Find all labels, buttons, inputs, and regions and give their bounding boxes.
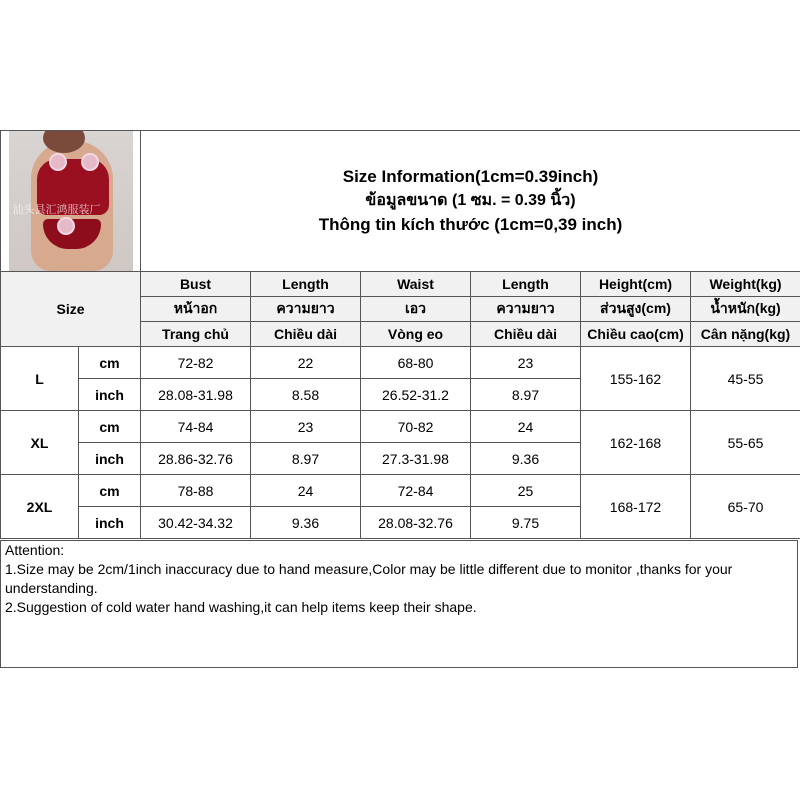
col-header-th: ส่วนสูง(cm) [581,297,691,322]
table-row [1,475,800,507]
table-cell: 24 [471,411,581,443]
table-cell: 9.75 [471,507,581,539]
table-cell: 22 [251,347,361,379]
table-cell: 27.3-31.98 [361,443,471,475]
height-cell: 155-162 [581,347,691,411]
table-cell: 25 [471,475,581,507]
height-cell: 162-168 [581,411,691,475]
col-header-th: น้ำหนัก(kg) [691,297,800,322]
table-cell: 9.36 [251,507,361,539]
product-photo [9,131,133,271]
title-thai: ข้อมูลขนาด (1 ซม. = 0.39 นิ้ว) [365,192,576,209]
height-cell: 168-172 [581,475,691,539]
col-header-vi: Trang chủ [141,322,251,347]
table-cell: 8.58 [251,379,361,411]
col-header-th: ความยาว [251,297,361,322]
title-cell [141,131,800,272]
attention-heading: Attention: [5,542,65,558]
table-cell: 23 [251,411,361,443]
col-header-en: Bust [141,272,251,297]
table-cell: 68-80 [361,347,471,379]
title-vietnamese: Thông tin kích thước (1cm=0,39 inch) [318,215,623,234]
col-header-vi: Chiều dài [471,322,581,347]
size-label: L [1,347,79,411]
table-cell: 74-84 [141,411,251,443]
size-header: Size [1,272,141,347]
table-cell: 78-88 [141,475,251,507]
attention-note: 2.Suggestion of cold water hand washing,it can help items keep their shape. [5,599,477,615]
col-header-th: ความยาว [471,297,581,322]
col-header-en: Height(cm) [581,272,691,297]
col-header-vi: Vòng eo [361,322,471,347]
table-row [1,347,800,379]
unit-label: cm [79,475,141,507]
table-cell: 8.97 [251,443,361,475]
table-cell: 9.36 [471,443,581,475]
attention-box [0,540,798,668]
weight-cell: 55-65 [691,411,800,475]
table-cell: 8.97 [471,379,581,411]
col-header-en: Length [251,272,361,297]
weight-cell: 45-55 [691,347,800,411]
col-header-vi: Cân nặng(kg) [691,322,800,347]
product-photo-cell [1,131,141,272]
unit-label: inch [79,443,141,475]
table-cell: 72-82 [141,347,251,379]
size-label: 2XL [1,475,79,539]
table-cell: 28.08-31.98 [141,379,251,411]
table-cell: 28.08-32.76 [361,507,471,539]
table-cell: 26.52-31.2 [361,379,471,411]
table-cell: 30.42-34.32 [141,507,251,539]
unit-label: cm [79,347,141,379]
weight-cell: 65-70 [691,475,800,539]
size-table [0,130,800,539]
col-header-th: หน้าอก [141,297,251,322]
table-row [1,411,800,443]
unit-label: inch [79,507,141,539]
table-cell: 28.86-32.76 [141,443,251,475]
title-english: Size Information(1cm=0.39inch) [342,167,599,186]
unit-label: cm [79,411,141,443]
table-cell: 23 [471,347,581,379]
unit-label: inch [79,379,141,411]
table-cell: 24 [251,475,361,507]
size-chart [0,130,800,670]
col-header-en: Weight(kg) [691,272,800,297]
col-header-vi: Chiều dài [251,322,361,347]
col-header-vi: Chiều cao(cm) [581,322,691,347]
col-header-th: เอว [361,297,471,322]
attention-note: 1.Size may be 2cm/1inch inaccuracy due to hand measure,Color may be little different due to monitor ,thanks for your understanding. [5,561,733,596]
photo-watermark: 汕头县汇鸿服装厂 [12,204,101,216]
table-cell: 72-84 [361,475,471,507]
table-cell: 70-82 [361,411,471,443]
col-header-en: Waist [361,272,471,297]
size-label: XL [1,411,79,475]
col-header-en: Length [471,272,581,297]
